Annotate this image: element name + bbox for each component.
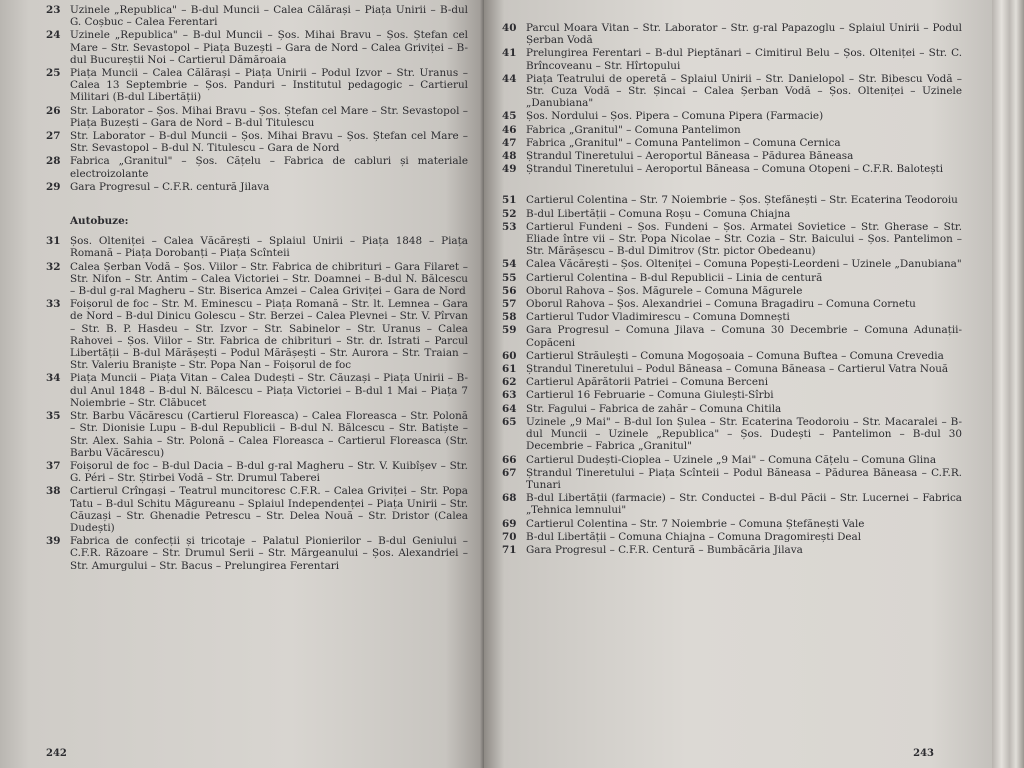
route-entry: [502, 544, 962, 556]
route-description: Ștrandul Tineretului – Podul Băneasa – Comuna Băneasa – Cartierul Vatra Nouă: [526, 363, 949, 376]
route-number: 23: [46, 4, 61, 16]
route-entry: [46, 181, 468, 193]
route-number: 45: [502, 110, 517, 123]
left-page: [0, 0, 484, 768]
bus-route-list: [46, 235, 468, 571]
route-gap: [502, 176, 962, 194]
route-number: 49: [502, 163, 517, 176]
route-description: Cartierul Crîngași – Teatrul muncitoresc C.F.R. – Calea Griviței – Str. Popa Tatu – B-dul Schitu Măgureanu – Splaiul Independenței – Piața Unirii – Str. Căuzași – Str. Ghenadie Petrescu – Str. Delea Nouă – Str. Dristor (Calea Dudești): [70, 485, 468, 534]
route-number: 60: [502, 349, 517, 362]
right-page: [484, 0, 992, 768]
route-number: 51: [502, 194, 517, 207]
route-entry: [502, 531, 962, 543]
route-entry: [46, 261, 468, 298]
route-number: 58: [502, 311, 517, 324]
route-entry: [502, 363, 962, 375]
route-number: 54: [502, 258, 517, 271]
route-number: 28: [46, 155, 61, 168]
route-description: Prelungirea Ferentari – B-dul Pieptănari – Cimitirul Belu – Șos. Olteniței – Str. C. Brîncoveanu – Str. Hîrtopului: [526, 47, 962, 72]
route-entry: [502, 376, 962, 388]
route-entry: [502, 324, 962, 348]
route-entry: [502, 403, 962, 415]
route-description: Cartierul Colentina – B-dul Republicii – Linia de centură: [526, 271, 823, 284]
route-number: 24: [46, 29, 61, 42]
route-description: Str. Laborator – B-dul Muncii – Șos. Mihai Bravu – Șos. Ștefan cel Mare – Str. Sevastopol – B-dul N. Titulescu – Gara de Nord: [70, 130, 468, 155]
route-number: 71: [502, 543, 517, 556]
route-description: Gara Progresul – Comuna Jilava – Comuna 30 Decembrie – Comuna Adunații-Copăceni: [526, 324, 962, 349]
route-entry: [502, 518, 962, 530]
route-description: Uzinele „Republica" – B-dul Muncii – Calea Călărași – Piața Unirii – B-dul G. Coșbuc – Calea Ferentari: [70, 4, 468, 29]
route-entry: [502, 73, 962, 110]
route-description: Fabrica „Granitul" – Comuna Pantelimon: [526, 123, 741, 136]
route-entry: [502, 285, 962, 297]
route-entry: [502, 163, 962, 175]
route-entry: [502, 124, 962, 136]
page-number-left: 242: [46, 747, 67, 759]
route-number: 31: [46, 235, 61, 248]
route-number: 62: [502, 376, 517, 389]
route-description: Parcul Moara Vitan – Str. Laborator – Str. g-ral Papazoglu – Splaiul Unirii – Podul Șerban Vodă: [526, 22, 962, 47]
route-entry: [46, 105, 468, 129]
route-description: Ștrandul Tineretului – Piața Scînteii – Podul Băneasa – Pădurea Băneasa – C.F.R. Tunari: [526, 466, 962, 491]
route-entry: [502, 208, 962, 220]
route-entry: [46, 460, 468, 484]
route-description: Uzinele „9 Mai" – B-dul Ion Șulea – Str. Ecaterina Teodoroiu – Str. Macaralei – B-dul Muncii – Uzinele „Republica" – Șos. Dudești – Pantelimon – B-dul 30 Decembrie – Fabrica „Granitul": [526, 415, 962, 453]
route-description: Foișorul de foc – Str. M. Eminescu – Piața Romană – Str. lt. Lemnea – Gara de Nord – B-dul Dinicu Golescu – Str. Berzei – Calea Plevnei – Str. V. Pîrvan – Str. B. P. Hasdeu – Str. Izvor – Str. Sabinelor – Str. Uranus – Calea Rahovei – Șos. Viilor – Str. Fabrica de chibrituri – Str. dr. Istrati – Parcul Libertății – B-dul Mărășești – Podul Mărășești – Str. Aurora – Str. Traian – Str. Valeriu Braniște – Str. Popa Nan – Foișorul de foc: [70, 298, 468, 372]
route-description: Cartierul Colentina – Str. 7 Noiembrie – Comuna Ștefănești Vale: [526, 517, 865, 530]
route-entry: [502, 194, 962, 206]
page-stack-edge: [992, 0, 1024, 768]
route-number: 39: [46, 535, 61, 548]
route-list-right: [502, 22, 962, 556]
route-description: Oborul Rahova – Șos. Alexandriei – Comuna Bragadiru – Comuna Cornetu: [526, 298, 916, 311]
route-number: 61: [502, 363, 517, 376]
route-number: 32: [46, 260, 61, 273]
route-number: 53: [502, 220, 517, 233]
route-entry: [502, 221, 962, 258]
route-description: Gara Progresul – C.F.R. centură Jilava: [70, 180, 270, 193]
route-description: Cartierul Apărătorii Patriei – Comuna Berceni: [526, 376, 769, 389]
route-description: Fabrica „Granitul" – Șos. Cățelu – Fabrica de cabluri și materiale electroizolante: [70, 155, 468, 180]
route-entry: [502, 454, 962, 466]
route-entry: [46, 298, 468, 371]
route-description: Piața Muncii – Calea Călărași – Piața Unirii – Podul Izvor – Str. Uranus – Calea 13 Septembrie – Șos. Panduri – Institutul pedagogic – Cartierul Militari (B-dul Libertății): [70, 67, 468, 104]
bus-section-heading: Autobuze:: [70, 215, 129, 228]
route-description: B-dul Libertății (farmacie) – Str. Conductei – B-dul Păcii – Str. Lucernei – Fabrica „Tehnica lemnului": [526, 492, 962, 517]
route-description: Piața Muncii – Piața Vitan – Calea Dudești – Str. Căuzași – Piața Unirii – B-dul Anul 1848 – B-dul N. Bălcescu – Piața Victoriei – B-dul 1 Mai – Piața 7 Noiembrie – Str. Clăbucet: [70, 372, 468, 409]
route-description: Str. Fagului – Fabrica de zahăr – Comuna Chitila: [526, 402, 782, 415]
route-description: Piața Teatrului de operetă – Splaiul Unirii – Str. Danielopol – Str. Bibescu Vodă – Str. Cuza Vodă – Str. Șincai – Calea Șerban Vodă – Șos. Olteniței – Uzinele „Danubiana": [526, 72, 962, 110]
route-description: Cartierul Străulești – Comuna Mogoșoaia – Comuna Buftea – Comuna Crevedia: [526, 349, 944, 362]
route-description: Cartierul Dudești-Cioplea – Uzinele „9 Mai" – Comuna Cățelu – Comuna Glina: [526, 453, 937, 466]
route-entry: [502, 110, 962, 122]
route-number: 44: [502, 72, 517, 85]
route-description: Oborul Rahova – Șos. Măgurele – Comuna Măgurele: [526, 284, 803, 297]
route-number: 27: [46, 130, 61, 143]
route-number: 57: [502, 298, 517, 311]
route-entry: [46, 4, 468, 28]
route-entry: [502, 389, 962, 401]
route-entry: [46, 67, 468, 104]
route-entry: [502, 467, 962, 491]
route-entry: [46, 535, 468, 572]
route-number: 34: [46, 372, 61, 385]
route-number: 59: [502, 324, 517, 337]
route-number: 48: [502, 150, 517, 163]
route-entry: [46, 29, 468, 66]
route-entry: [46, 235, 468, 259]
route-entry: [46, 410, 468, 459]
route-entry: [502, 137, 962, 149]
route-number: 47: [502, 136, 517, 149]
route-number: 67: [502, 466, 517, 479]
route-number: 41: [502, 47, 517, 60]
route-number: 37: [46, 459, 61, 472]
route-number: 52: [502, 207, 517, 220]
route-description: Cartierul Tudor Vladimirescu – Comuna Domnești: [526, 311, 790, 324]
route-number: 70: [502, 530, 517, 543]
route-entry: [502, 416, 962, 453]
route-description: Cartierul Colentina – Str. 7 Noiembrie – Șos. Ștefănești – Str. Ecaterina Teodoroiu: [526, 194, 958, 207]
route-description: Cartierul 16 Februarie – Comuna Giulești-Sîrbi: [526, 389, 774, 402]
route-description: Str. Barbu Văcărescu (Cartierul Floreasca) – Calea Floreasca – Str. Polonă – Str. Dionisie Lupu – B-dul Republicii – B-dul N. Bălcescu – Str. Batiște – Str. Alex. Sahia – Str. Polonă – Calea Floreasca – Cartierul Floreasca (Str. Barbu Văcărescu): [70, 410, 468, 459]
route-entry: [502, 150, 962, 162]
route-number: 56: [502, 284, 517, 297]
route-number: 38: [46, 485, 61, 498]
route-entry: [46, 485, 468, 534]
route-description: Fabrica de confecții și tricotaje – Palatul Pionierilor – B-dul Geniului – C.F.R. Răzoare – Str. Drumul Serii – Str. Mărgeanului – Șos. Alexandriei – Str. Amurgului – Str. Bacus – Prelungirea Ferentari: [70, 535, 468, 572]
tram-route-list: [46, 4, 468, 193]
route-entry: [46, 130, 468, 154]
route-description: B-dul Libertății – Comuna Roșu – Comuna Chiajna: [526, 207, 791, 220]
route-description: Calea Șerban Vodă – Șos. Viilor – Str. Fabrica de chibrituri – Gara Filaret – Str. Nifon – Str. Antim – Calea Victoriei – Str. Doamnei – B-dul N. Bălcescu – B-dul g-ral Magheru – Str. Biserica Amzei – Calea Griviței – Gara de Nord: [70, 260, 468, 298]
route-number: 26: [46, 104, 61, 117]
route-entry: [502, 492, 962, 516]
route-number: 69: [502, 517, 517, 530]
route-number: 66: [502, 453, 517, 466]
route-number: 25: [46, 67, 61, 80]
route-description: Foișorul de foc – B-dul Dacia – B-dul g-ral Magheru – Str. V. Kuibîșev – Str. G. Péri – Str. Știrbei Vodă – Str. Drumul Taberei: [70, 459, 468, 485]
route-description: Cartierul Fundeni – Șos. Fundeni – Șos. Armatei Sovietice – Str. Gherase – Str. Eliade între vii – Str. Popa Nicolae – Str. Cozia – Str. Baicului – Șos. Pantelimon – Str. Mărășescu – B-dul Dimitrov (Str. pictor Obedeanu): [526, 220, 962, 258]
route-number: 65: [502, 415, 517, 428]
route-entry: [502, 22, 962, 46]
route-number: 29: [46, 180, 61, 193]
route-description: Șos. Nordului – Șos. Pipera – Comuna Pipera (Farmacie): [526, 110, 824, 123]
route-entry: [502, 311, 962, 323]
route-number: 55: [502, 271, 517, 284]
route-entry: [502, 350, 962, 362]
route-number: 46: [502, 123, 517, 136]
route-description: Șos. Olteniței – Calea Văcărești – Splaiul Unirii – Piața 1848 – Piața Romană – Piața Dorobanți – Piața Scînteii: [70, 235, 468, 260]
route-description: B-dul Libertății – Comuna Chiajna – Comuna Dragomirești Deal: [526, 530, 862, 543]
route-number: 33: [46, 298, 61, 311]
route-entry: [502, 272, 962, 284]
route-description: Str. Laborator – Șos. Mihai Bravu – Șos. Ștefan cel Mare – Str. Sevastopol – Piața Buzești – Gara de Nord – B-dul Titulescu: [70, 104, 468, 129]
route-description: Fabrica „Granitul" – Comuna Pantelimon – Comuna Cernica: [526, 136, 841, 149]
route-number: 68: [502, 492, 517, 505]
route-entry: [502, 298, 962, 310]
route-description: Gara Progresul – C.F.R. Centură – Bumbăcăria Jilava: [526, 543, 803, 556]
route-number: 35: [46, 410, 61, 423]
route-description: Ștrandul Tineretului – Aeroportul Băneasa – Pădurea Băneasa: [526, 150, 854, 163]
route-entry: [502, 47, 962, 71]
route-description: Calea Văcărești – Șos. Olteniței – Comuna Popești-Leordeni – Uzinele „Danubiana": [526, 258, 962, 271]
route-number: 64: [502, 402, 517, 415]
page-number-right: 243: [913, 747, 934, 759]
route-entry: [502, 258, 962, 270]
route-entry: [46, 155, 468, 179]
route-number: 63: [502, 389, 517, 402]
route-entry: [46, 372, 468, 409]
route-description: Ștrandul Tineretului – Aeroportul Băneasa – Comuna Otopeni – C.F.R. Balotești: [526, 163, 944, 176]
route-number: 40: [502, 22, 517, 34]
route-description: Uzinele „Republica" – B-dul Muncii – Șos. Mihai Bravu – Șos. Ștefan cel Mare – Str. Sevastopol – Piața Buzești – Gara de Nord – Calea Griviței – B-dul Bucureștii Noi – Cartierul Dămăroaia: [70, 29, 468, 66]
